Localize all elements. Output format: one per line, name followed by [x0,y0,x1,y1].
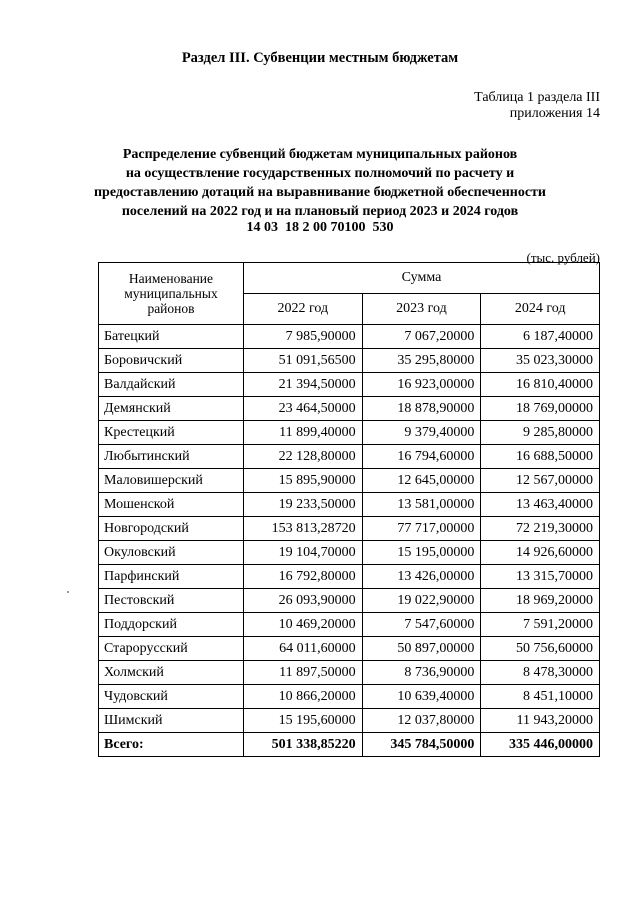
amount-cell-2024: 14 926,60000 [481,541,600,565]
units-label: (тыс. рублей) [526,250,600,265]
table-row [99,397,600,421]
amount-cell-2024: 12 567,00000 [481,469,600,493]
district-name-cell: Холмский [99,661,244,685]
amount-cell-2024: 16 688,50000 [481,445,600,469]
amount-cell-2022: 10 469,20000 [243,613,362,637]
district-name-cell: Парфинский [99,565,244,589]
amount-cell-2022: 10 866,20000 [243,685,362,709]
header-year-2022: 2022 год [243,294,362,325]
amount-cell-2023: 35 295,80000 [362,349,481,373]
amount-cell-2022: 51 091,56500 [243,349,362,373]
amount-cell-2022: 19 233,50000 [243,493,362,517]
table-reference-line1: Таблица 1 раздела III [474,90,600,105]
amount-cell-2024: 6 187,40000 [481,325,600,349]
district-name-cell: Боровичский [99,349,244,373]
amount-cell-2023: 18 878,90000 [362,397,481,421]
table-row [99,565,600,589]
amount-cell-2022: 501 338,85220 [243,733,362,757]
amount-cell-2022: 11 897,50000 [243,661,362,685]
budget-code: 14 03 18 2 00 70100 530 [246,220,394,235]
document-heading [0,145,640,221]
table-row [99,373,600,397]
table-reference [474,90,600,122]
scan-speck [67,591,69,593]
amount-cell-2023: 345 784,50000 [362,733,481,757]
amount-cell-2023: 16 923,00000 [362,373,481,397]
table-row [99,685,600,709]
table-reference-line2: приложения 14 [509,106,600,121]
amount-cell-2022: 15 895,90000 [243,469,362,493]
district-name-cell: Маловишерский [99,469,244,493]
district-name-cell: Старорусский [99,637,244,661]
amount-cell-2022: 11 899,40000 [243,421,362,445]
amount-cell-2024: 11 943,20000 [481,709,600,733]
header-year-2024: 2024 год [481,294,600,325]
amount-cell-2023: 15 195,00000 [362,541,481,565]
table-row [99,541,600,565]
table-row [99,421,600,445]
amount-cell-2024: 50 756,60000 [481,637,600,661]
table-row [99,349,600,373]
amount-cell-2023: 16 794,60000 [362,445,481,469]
amount-cell-2024: 18 969,20000 [481,589,600,613]
amount-cell-2023: 10 639,40000 [362,685,481,709]
amount-cell-2022: 26 093,90000 [243,589,362,613]
amount-cell-2024: 16 810,40000 [481,373,600,397]
table-row [99,325,600,349]
district-name-cell: Шимский [99,709,244,733]
amount-cell-2022: 64 011,60000 [243,637,362,661]
amount-cell-2023: 12 037,80000 [362,709,481,733]
table-row [99,469,600,493]
table-row [99,613,600,637]
district-name-cell: Мошенской [99,493,244,517]
amount-cell-2022: 15 195,60000 [243,709,362,733]
district-name-cell: Окуловский [99,541,244,565]
amount-cell-2024: 13 463,40000 [481,493,600,517]
table-row [99,709,600,733]
amount-cell-2022: 16 792,80000 [243,565,362,589]
header-sum: Сумма [243,263,599,294]
amount-cell-2023: 13 581,00000 [362,493,481,517]
district-name-cell: Валдайский [99,373,244,397]
district-name-cell: Всего: [99,733,244,757]
district-name-cell: Пестовский [99,589,244,613]
amount-cell-2024: 9 285,80000 [481,421,600,445]
amount-cell-2024: 18 769,00000 [481,397,600,421]
amount-cell-2023: 8 736,90000 [362,661,481,685]
table-row [99,493,600,517]
district-name-cell: Чудовский [99,685,244,709]
amount-cell-2023: 7 067,20000 [362,325,481,349]
amount-cell-2024: 72 219,30000 [481,517,600,541]
amount-cell-2023: 50 897,00000 [362,637,481,661]
amount-cell-2023: 9 379,40000 [362,421,481,445]
table-body [99,325,600,757]
amount-cell-2022: 21 394,50000 [243,373,362,397]
heading-line: Распределение субвенций бюджетам муниципальных районов [122,147,518,162]
heading-line: поселений на 2022 год и на плановый период 2023 и 2024 годов [121,204,519,219]
amount-cell-2023: 12 645,00000 [362,469,481,493]
table-row [99,661,600,685]
table-row [99,637,600,661]
amount-cell-2022: 23 464,50000 [243,397,362,421]
table-total-row [99,733,600,757]
header-district-name: Наименование муниципальных районов [99,263,244,325]
heading-line: предоставлению дотаций на выравнивание бюджетной обеспеченности [93,185,546,200]
table-row [99,589,600,613]
amount-cell-2024: 8 451,10000 [481,685,600,709]
table-row [99,517,600,541]
amount-cell-2023: 19 022,90000 [362,589,481,613]
amount-cell-2022: 22 128,80000 [243,445,362,469]
subsidy-table [98,262,600,757]
amount-cell-2024: 7 591,20000 [481,613,600,637]
district-name-cell: Демянский [99,397,244,421]
amount-cell-2024: 8 478,30000 [481,661,600,685]
district-name-cell: Любытинский [99,445,244,469]
amount-cell-2023: 13 426,00000 [362,565,481,589]
section-title: Раздел III. Субвенции местным бюджетам [181,50,459,66]
district-name-cell: Крестецкий [99,421,244,445]
header-year-2023: 2023 год [362,294,481,325]
amount-cell-2022: 7 985,90000 [243,325,362,349]
district-name-cell: Новгородский [99,517,244,541]
amount-cell-2022: 153 813,28720 [243,517,362,541]
table-row [99,445,600,469]
district-name-cell: Батецкий [99,325,244,349]
heading-line: на осуществление государственных полномочий по расчету и [125,166,515,181]
amount-cell-2023: 7 547,60000 [362,613,481,637]
amount-cell-2023: 77 717,00000 [362,517,481,541]
amount-cell-2024: 35 023,30000 [481,349,600,373]
amount-cell-2022: 19 104,70000 [243,541,362,565]
district-name-cell: Поддорский [99,613,244,637]
amount-cell-2024: 13 315,70000 [481,565,600,589]
amount-cell-2024: 335 446,00000 [481,733,600,757]
